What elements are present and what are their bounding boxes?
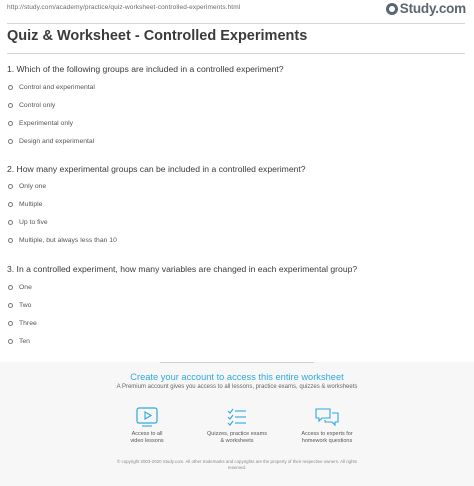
radio-button-icon[interactable] (8, 103, 13, 108)
q2-option-4[interactable] (8, 237, 117, 244)
radio-button-icon[interactable] (8, 220, 13, 225)
page-title: Quiz & Worksheet - Controlled Experiments (7, 28, 308, 44)
radio-button-icon[interactable] (8, 285, 13, 290)
chat-bubbles-icon (314, 406, 340, 428)
option-label: Experimental only (19, 120, 74, 127)
title-divider-bottom (7, 53, 465, 54)
option-label: Ten (19, 338, 30, 345)
radio-button-icon[interactable] (8, 303, 13, 308)
option-label: Design and experimental (19, 138, 95, 145)
footer-line2: reserved. (227, 465, 247, 470)
radio-button-icon[interactable] (8, 321, 13, 326)
radio-button-icon[interactable] (8, 139, 13, 144)
question-1: 1. Which of the following groups are included in a controlled experiment? (7, 64, 284, 74)
radio-button-icon[interactable] (8, 202, 13, 207)
study-logo[interactable] (386, 1, 466, 16)
footer-line1: © copyright 2003-2020 Study.com. All other trademarks and copyrights are the property of their respective owners. All rights (117, 459, 357, 464)
q2-option-1[interactable] (8, 183, 46, 190)
radio-button-icon[interactable] (8, 339, 13, 344)
option-label: Control and experimental (19, 84, 95, 91)
q3-option-4[interactable] (8, 338, 30, 345)
q1-option-1[interactable] (8, 84, 95, 91)
feature-label (277, 431, 377, 445)
option-label: Control only (19, 102, 56, 109)
option-label: Up to five (19, 219, 48, 226)
radio-button-icon[interactable] (8, 238, 13, 243)
copyright-footer (0, 459, 474, 471)
feature-label-line2: & worksheets (220, 438, 254, 444)
feature-label-line2: homework questions (301, 438, 353, 444)
top-bar (0, 0, 474, 22)
logo-mark-icon (386, 3, 398, 15)
question-2: 2. How many experimental groups can be included in a controlled experiment? (7, 164, 306, 174)
q1-option-2[interactable] (8, 102, 55, 109)
option-label: Only one (19, 183, 47, 190)
cta-divider (160, 362, 314, 363)
q3-option-2[interactable] (8, 302, 31, 309)
cta-subtitle: A Premium account gives you access to all lessons, practice exams, quizzes & worksheets (116, 384, 358, 390)
question-3: 3. In a controlled experiment, how many variables are changed in each experimental group? (7, 264, 358, 274)
option-label: Multiple (19, 201, 43, 208)
logo-text: Study.com (399, 1, 466, 16)
q3-option-1[interactable] (8, 284, 32, 291)
feature-label-line1: Quizzes, practice exams (207, 431, 267, 437)
feature-label (97, 431, 197, 445)
page-url: http://study.com/academy/practice/quiz-worksheet-controlled-experiments.html (7, 4, 241, 11)
feature-label-line1: Access to experts for (301, 431, 353, 437)
q2-option-3[interactable] (8, 219, 48, 226)
feature-label-line2: video lessons (130, 438, 164, 444)
q1-option-4[interactable] (8, 138, 94, 145)
video-play-icon (135, 406, 159, 428)
option-label: Two (19, 302, 32, 309)
feature-video-lessons (97, 406, 197, 445)
signup-cta-panel (0, 362, 474, 486)
radio-button-icon[interactable] (8, 121, 13, 126)
feature-label (187, 431, 287, 445)
checklist-icon (225, 406, 249, 428)
feature-label-line1: Access to all (131, 431, 163, 437)
feature-experts (277, 406, 377, 445)
cta-title-link[interactable]: Create your account to access this entire worksheet (130, 372, 344, 382)
radio-button-icon[interactable] (8, 85, 13, 90)
option-label: One (19, 284, 32, 291)
option-label: Multiple, but always less than 10 (19, 237, 117, 244)
title-divider-top (7, 23, 465, 24)
q2-option-2[interactable] (8, 201, 42, 208)
q3-option-3[interactable] (8, 320, 37, 327)
option-label: Three (19, 320, 37, 327)
q1-option-3[interactable] (8, 120, 73, 127)
radio-button-icon[interactable] (8, 184, 13, 189)
feature-quizzes (187, 406, 287, 445)
